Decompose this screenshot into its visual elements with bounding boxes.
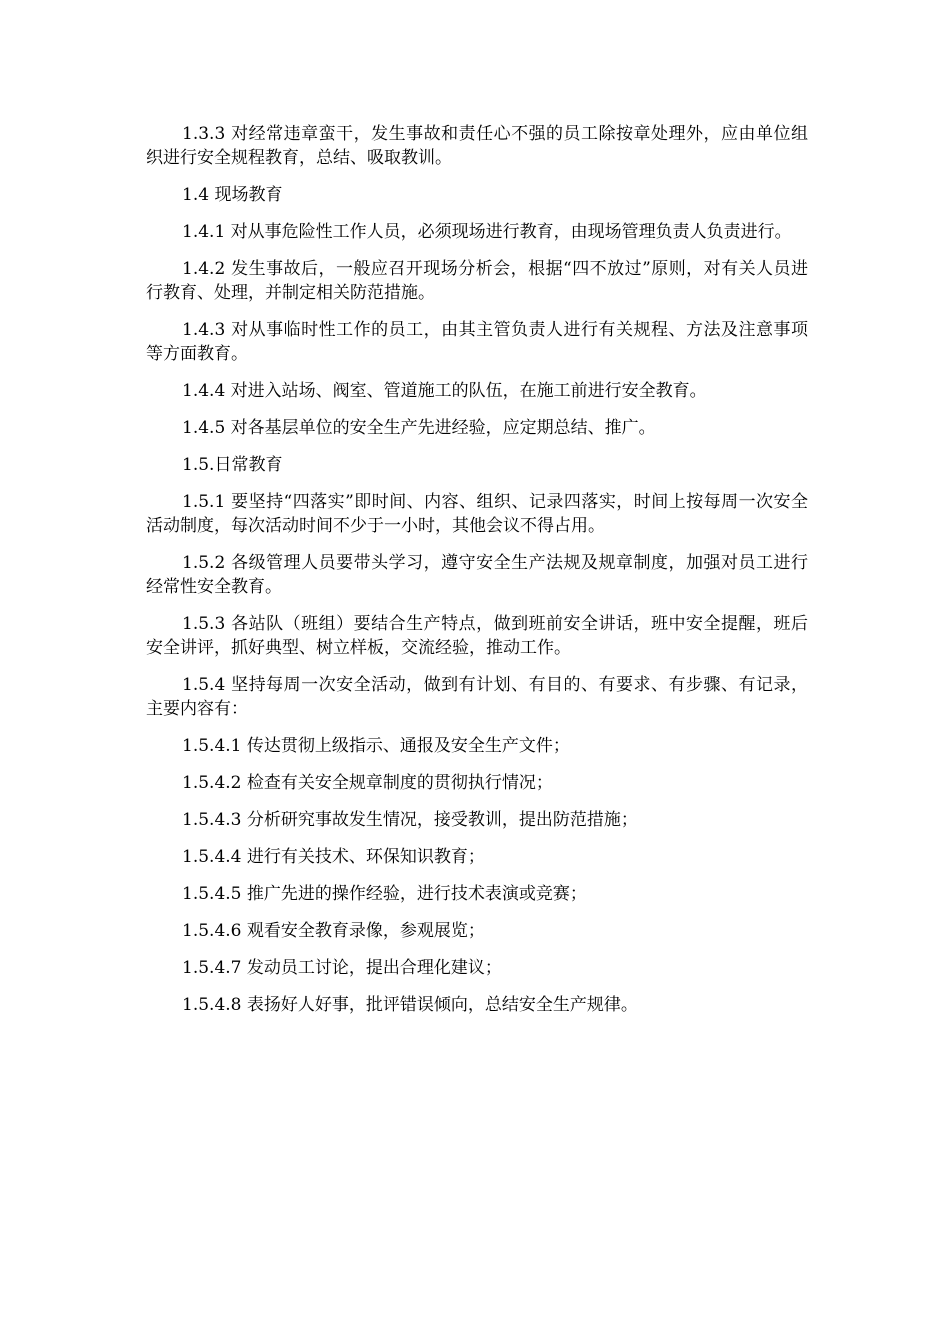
list-item-1-5-4-3: 1.5.4.3 分析研究事故发生情况，接受教训，提出防范措施； — [182, 810, 638, 830]
paragraph-1-5-3: 1.5.3 各站队（班组）要结合生产特点，做到班前安全讲话，班中安全提醒，班后安全讲评，抓好典型、树立样板，交流经验，推动工作。 — [146, 614, 808, 658]
paragraph-1-4-1: 1.4.1 对从事危险性工作人员，必须现场进行教育，由现场管理负责人负责进行。 — [182, 222, 792, 242]
heading-1-4: 1.4 现场教育 — [182, 185, 283, 205]
list-item-1-5-4-5: 1.5.4.5 推广先进的操作经验，进行技术表演或竞赛； — [182, 884, 587, 904]
paragraph-1-4-5: 1.4.5 对各基层单位的安全生产先进经验，应定期总结、推广。 — [182, 418, 656, 438]
list-item-1-5-4-7: 1.5.4.7 发动员工讨论，提出合理化建议； — [182, 958, 502, 978]
list-item-1-5-4-2: 1.5.4.2 检查有关安全规章制度的贯彻执行情况； — [182, 773, 553, 793]
paragraph-1-4-2: 1.4.2 发生事故后，一般应召开现场分析会，根据“四不放过”原则，对有关人员进行教育、处理，并制定相关防范措施。 — [146, 259, 808, 303]
paragraph-1-5-1: 1.5.1 要坚持“四落实”即时间、内容、组织、记录四落实，时间上按每周一次安全活动制度，每次活动时间不少于一小时，其他会议不得占用。 — [146, 492, 808, 536]
list-item-1-5-4-8: 1.5.4.8 表扬好人好事，批评错误倾向，总结安全生产规律。 — [182, 995, 638, 1015]
paragraph-1-4-3: 1.4.3 对从事临时性工作的员工，由其主管负责人进行有关规程、方法及注意事项等方面教育。 — [146, 320, 808, 364]
list-item-1-5-4-1: 1.5.4.1 传达贯彻上级指示、通报及安全生产文件； — [182, 736, 570, 756]
document-body — [146, 122, 808, 1030]
list-item-1-5-4-6: 1.5.4.6 观看安全教育录像，参观展览； — [182, 921, 485, 941]
paragraph-1-3-3: 1.3.3 对经常违章蛮干，发生事故和责任心不强的员工除按章处理外，应由单位组织进行安全规程教育，总结、吸取教训。 — [146, 124, 808, 168]
paragraph-1-5-2: 1.5.2 各级管理人员要带头学习，遵守安全生产法规及规章制度，加强对员工进行经常性安全教育。 — [146, 553, 808, 597]
paragraph-1-4-4: 1.4.4 对进入站场、阀室、管道施工的队伍，在施工前进行安全教育。 — [182, 381, 707, 401]
paragraph-1-5-4: 1.5.4 坚持每周一次安全活动，做到有计划、有目的、有要求、有步骤、有记录，主要内容有： — [146, 675, 808, 719]
list-item-1-5-4-4: 1.5.4.4 进行有关技术、环保知识教育； — [182, 847, 485, 867]
heading-1-5: 1.5.日常教育 — [182, 455, 283, 475]
